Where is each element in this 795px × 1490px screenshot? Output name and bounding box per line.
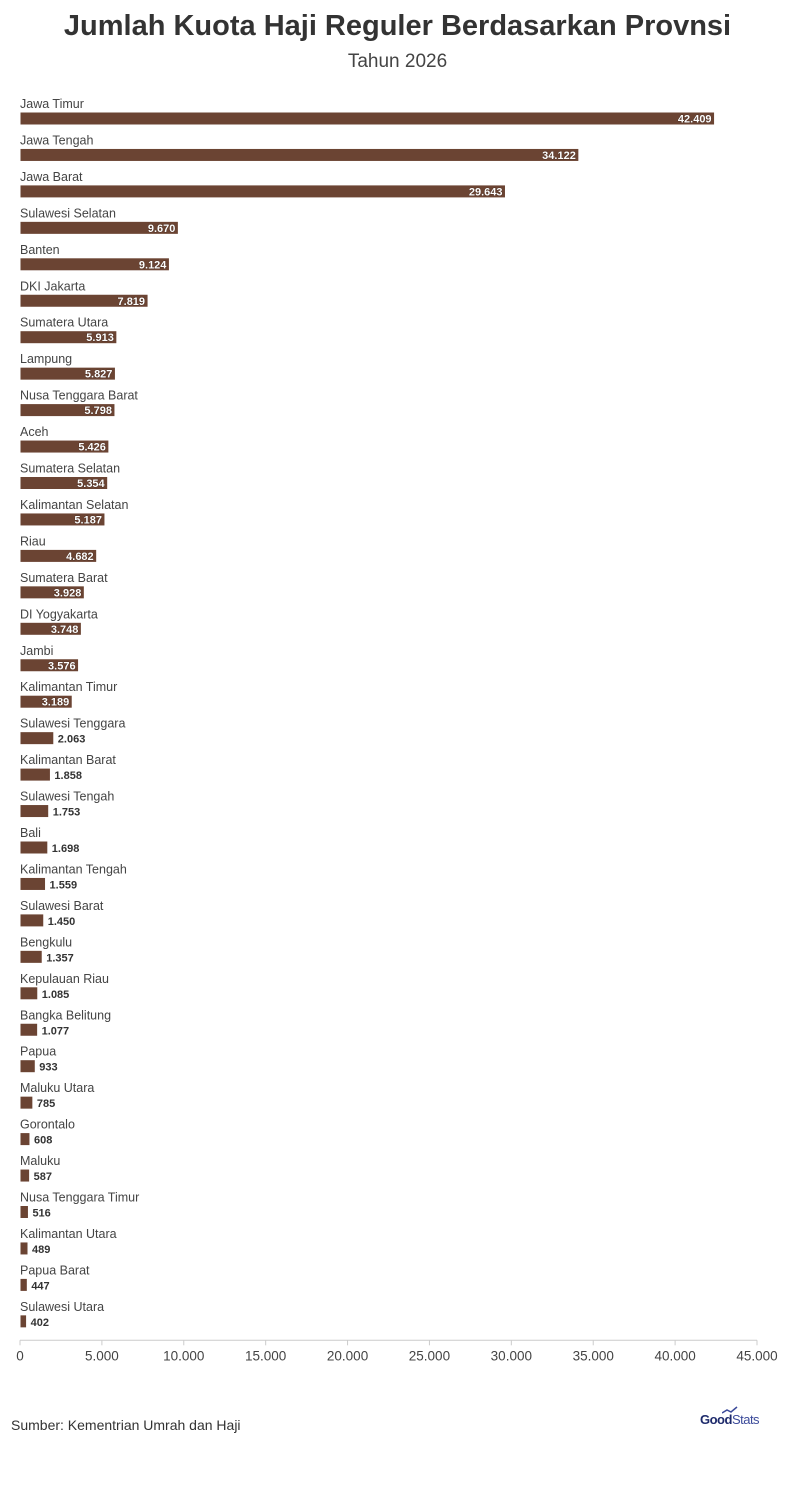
category-label: Nusa Tenggara Barat	[20, 388, 138, 403]
data-label: 4.682	[66, 550, 94, 563]
category-label: Maluku	[20, 1154, 61, 1169]
x-tick-label: 30.000	[490, 1348, 532, 1364]
data-label: 1.077	[41, 1025, 70, 1038]
data-label: 5.426	[78, 441, 106, 454]
category-label: Riau	[20, 534, 46, 549]
data-label: 1.085	[41, 988, 70, 1001]
category-label: Bengkulu	[20, 935, 73, 950]
category-label: Banten	[20, 242, 60, 257]
x-tick-label: 10.000	[163, 1348, 205, 1364]
category-label: Kalimantan Barat	[20, 753, 116, 768]
bar	[20, 841, 48, 854]
category-label: Sumatera Utara	[20, 315, 109, 330]
bar	[20, 185, 505, 198]
x-tick-label: 40.000	[654, 1348, 696, 1364]
data-label: 7.819	[117, 295, 146, 308]
data-label: 34.122	[542, 149, 576, 162]
bar	[20, 1133, 30, 1146]
bar	[20, 1023, 38, 1036]
chart-subtitle: Tahun 2026	[347, 51, 448, 72]
bar	[20, 1315, 27, 1328]
category-label: Sulawesi Barat	[20, 898, 104, 913]
data-label: 5.913	[86, 332, 114, 345]
category-label: Kalimantan Tengah	[20, 862, 127, 877]
category-label: Kalimantan Timur	[20, 680, 118, 695]
bar	[20, 732, 54, 745]
category-label: DI Yogyakarta	[20, 607, 98, 622]
bar	[20, 1206, 28, 1219]
category-label: Sulawesi Utara	[20, 1299, 105, 1314]
bar	[20, 877, 46, 890]
bar	[20, 1278, 27, 1291]
data-label: 2.063	[57, 733, 86, 746]
data-label: 29.643	[468, 186, 503, 199]
bar	[20, 1242, 28, 1255]
category-label: Kepulauan Riau	[20, 971, 109, 986]
data-label: 5.354	[77, 478, 105, 490]
data-label: 5.798	[84, 405, 112, 418]
logo-good: Good	[700, 1412, 732, 1427]
category-label: Papua Barat	[20, 1263, 90, 1278]
data-label: 587	[33, 1171, 52, 1184]
bar	[20, 1169, 30, 1182]
data-label: 1.698	[51, 843, 80, 855]
data-label: 9.124	[138, 259, 167, 272]
category-label: Jawa Timur	[20, 97, 84, 111]
category-label: Sulawesi Tenggara	[20, 716, 126, 731]
bar	[20, 148, 579, 161]
logo-stats: Stats	[731, 1412, 760, 1427]
category-label: Sulawesi Selatan	[20, 206, 116, 221]
bar	[20, 1096, 33, 1109]
data-label: 402	[30, 1316, 49, 1329]
data-label: 516	[32, 1207, 51, 1220]
category-label: Papua	[20, 1044, 57, 1059]
logo-spark-icon	[722, 1406, 738, 1414]
category-label: DKI Jakarta	[20, 279, 86, 294]
data-label: 42.409	[677, 113, 712, 126]
data-label: 1.357	[46, 952, 74, 965]
category-label: Gorontalo	[20, 1117, 75, 1132]
data-label: 1.753	[52, 806, 81, 819]
source-note: Sumber: Kementrian Umrah dan Haji	[11, 1417, 241, 1433]
bar	[20, 950, 42, 963]
bar	[20, 805, 49, 818]
x-tick-label: 45.000	[736, 1348, 778, 1364]
data-label: 5.827	[84, 368, 113, 381]
data-label: 933	[39, 1061, 58, 1074]
bar	[20, 914, 44, 927]
x-tick-label: 5.000	[84, 1348, 119, 1364]
category-label: Bangka Belitung	[20, 1008, 112, 1023]
category-label: Jawa Tengah	[20, 133, 94, 148]
data-label: 9.670	[147, 222, 176, 235]
data-label: 3.928	[53, 587, 82, 600]
data-label: 447	[31, 1280, 50, 1293]
category-label: Bali	[20, 826, 41, 840]
data-label: 1.559	[49, 879, 78, 892]
x-tick-label: 35.000	[572, 1348, 614, 1364]
category-label: Maluku Utara	[20, 1081, 95, 1096]
chart-title: Jumlah Kuota Haji Reguler Berdasarkan Provnsi	[63, 10, 732, 42]
bar	[20, 768, 50, 781]
x-tick-label: 15.000	[245, 1348, 287, 1364]
bar	[20, 1060, 35, 1073]
data-label: 785	[36, 1098, 56, 1111]
category-label: Sulawesi Tengah	[20, 789, 115, 804]
data-label: 5.187	[74, 514, 102, 527]
data-label: 3.189	[41, 696, 70, 709]
goodstats-logo	[700, 1412, 759, 1427]
category-label: Sumatera Selatan	[20, 461, 121, 476]
data-label: 1.858	[54, 770, 82, 783]
data-label: 1.450	[47, 915, 76, 928]
category-label: Lampung	[20, 352, 73, 367]
category-label: Sumatera Barat	[20, 570, 108, 585]
data-label: 489	[32, 1243, 51, 1256]
bar	[20, 112, 715, 125]
category-label: Jambi	[20, 643, 54, 658]
category-label: Nusa Tenggara Timur	[20, 1190, 140, 1205]
data-label: 608	[33, 1134, 53, 1147]
bar	[20, 987, 38, 1000]
data-label: 3.748	[50, 623, 79, 636]
data-label: 3.576	[48, 660, 76, 673]
category-label: Kalimantan Utara	[20, 1226, 117, 1241]
x-tick-label: 0	[16, 1348, 24, 1364]
category-label: Kalimantan Selatan	[20, 497, 129, 512]
bar-chart	[0, 90, 795, 1370]
category-label: Jawa Barat	[20, 169, 83, 184]
x-tick-label: 25.000	[408, 1348, 451, 1364]
category-label: Aceh	[20, 425, 49, 440]
x-tick-label: 20.000	[326, 1348, 369, 1364]
